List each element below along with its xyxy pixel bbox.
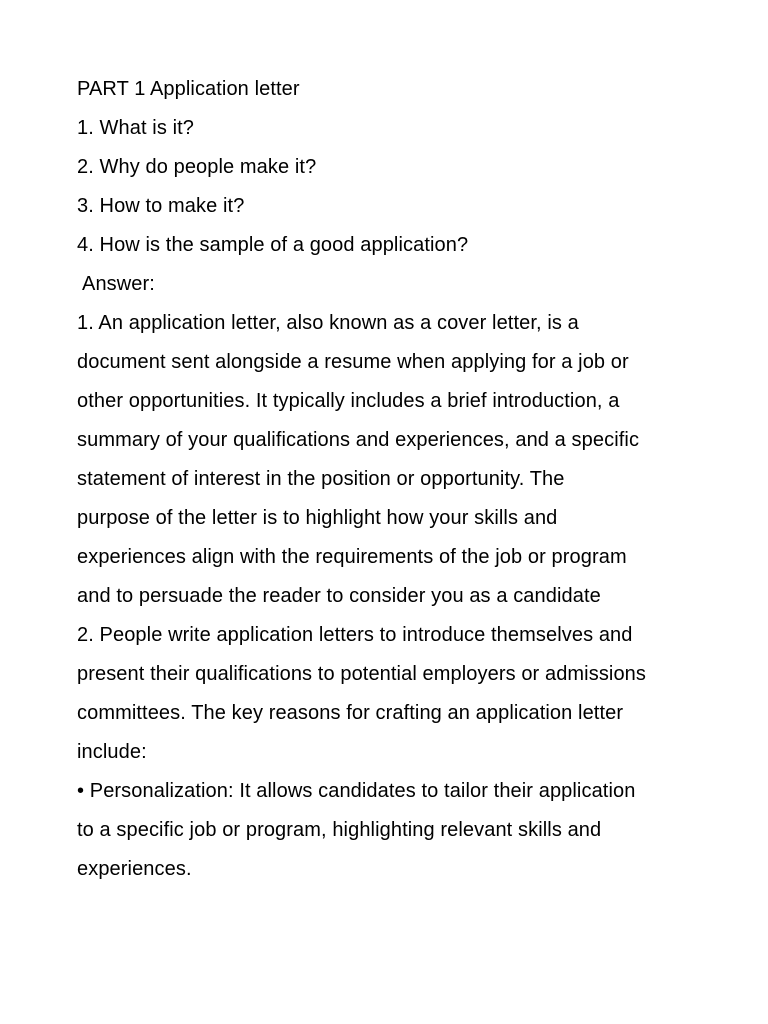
paragraph-line: document sent alongside a resume when applying for a job or xyxy=(77,351,629,373)
paragraph-line: experiences. xyxy=(77,858,192,880)
paragraph-line: • Personalization: It allows candidates to tailor their application xyxy=(77,780,636,802)
answer-label: Answer: xyxy=(82,273,155,295)
paragraph-line: and to persuade the reader to consider you as a candidate xyxy=(77,585,601,607)
paragraph-line: 2. People write application letters to introduce themselves and xyxy=(77,624,633,646)
question-item: 4. How is the sample of a good application? xyxy=(77,234,469,256)
bullet-personalization xyxy=(77,772,717,889)
paragraph-line: to a specific job or program, highlighting relevant skills and xyxy=(77,819,602,841)
document-title: PART 1 Application letter xyxy=(77,78,300,100)
paragraph-line: summary of your qualifications and experiences, and a specific xyxy=(77,429,640,451)
question-item: 2. Why do people make it? xyxy=(77,156,317,178)
document-body xyxy=(77,70,717,889)
paragraph-line: statement of interest in the position or opportunity. The xyxy=(77,468,565,490)
question-list xyxy=(77,109,717,265)
answer-2-paragraph xyxy=(77,616,717,772)
paragraph-line: committees. The key reasons for crafting an application letter xyxy=(77,702,624,724)
question-item: 3. How to make it? xyxy=(77,195,245,217)
paragraph-line: other opportunities. It typically includes a brief introduction, a xyxy=(77,390,620,412)
question-item: 1. What is it? xyxy=(77,117,194,139)
paragraph-line: include: xyxy=(77,741,147,763)
paragraph-line: 1. An application letter, also known as a cover letter, is a xyxy=(77,312,579,334)
paragraph-line: purpose of the letter is to highlight how your skills and xyxy=(77,507,558,529)
answer-1-paragraph xyxy=(77,304,717,616)
paragraph-line: present their qualifications to potential employers or admissions xyxy=(77,663,647,685)
paragraph-line: experiences align with the requirements of the job or program xyxy=(77,546,627,568)
